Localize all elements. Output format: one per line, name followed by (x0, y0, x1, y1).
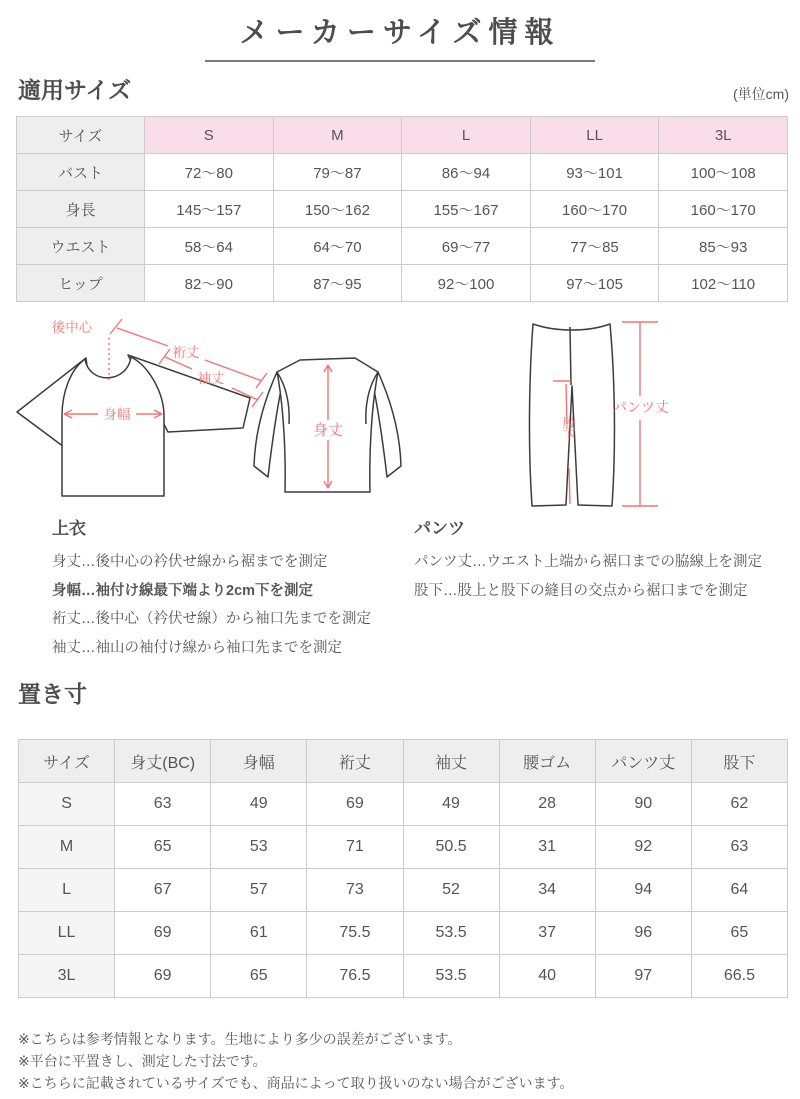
cell-value: 50.5 (403, 826, 499, 869)
yuki-length-label: 裄丈 (172, 345, 200, 360)
footnote-line: ※こちらに記載されているサイズでも、商品によって取り扱いのない場合がございます。 (18, 1075, 574, 1091)
size-corner-header: サイズ (17, 117, 145, 154)
cell-value: 86〜94 (402, 154, 531, 191)
cell-value: 97 (595, 955, 691, 998)
col-header: 身幅 (211, 740, 307, 783)
cell-value: 69 (307, 783, 403, 826)
cell-value: 75.5 (307, 912, 403, 955)
shirt-back-right-sleeve (372, 372, 401, 477)
size-col-header: M (273, 117, 402, 154)
cell-value: 53.5 (403, 955, 499, 998)
cell-value: 160〜170 (530, 191, 659, 228)
table-row (17, 228, 788, 265)
col-header: 裄丈 (307, 740, 403, 783)
table-row (19, 869, 788, 912)
cell-value: 53 (211, 826, 307, 869)
table-row (17, 265, 788, 302)
cell-value: 62 (691, 783, 787, 826)
sleeve-length-label: 袖丈 (197, 371, 225, 386)
row-header-size: M (19, 826, 115, 869)
cell-value: 72〜80 (145, 154, 274, 191)
cell-value: 49 (211, 783, 307, 826)
cell-value: 90 (595, 783, 691, 826)
measurement-notes (0, 514, 800, 662)
section-heading-applicable-size: 適用サイズ (18, 77, 132, 103)
cell-value: 34 (499, 869, 595, 912)
tops-heading: 上衣 (52, 519, 86, 538)
unit-note: (単位cm) (733, 86, 789, 102)
inseam-label: 股下 (560, 416, 576, 442)
footnote-line: ※こちらは参考情報となります。生地により多少の誤差がございます。 (18, 1031, 462, 1047)
cell-value: 85〜93 (659, 228, 788, 265)
pants-length-label: パンツ丈 (613, 399, 669, 415)
col-header: 股下 (691, 740, 787, 783)
table-row (19, 826, 788, 869)
section-heading-flat-measure: 置き寸 (18, 681, 87, 707)
col-header: パンツ丈 (595, 740, 691, 783)
table-header-row (19, 740, 788, 783)
cell-value: 63 (691, 826, 787, 869)
cell-value: 28 (499, 783, 595, 826)
note-line: 身幅…袖付け線最下端より2cm下を測定 (52, 582, 314, 599)
row-header-size: 3L (19, 955, 115, 998)
row-header-size: LL (19, 912, 115, 955)
table-row (19, 912, 788, 955)
table-row (19, 955, 788, 998)
cell-value: 79〜87 (273, 154, 402, 191)
note-line: 裄丈…後中心（衿伏せ線）から袖口先までを測定 (52, 611, 371, 627)
col-header: 身丈(BC) (115, 740, 211, 783)
cell-value: 58〜64 (145, 228, 274, 265)
cell-value: 37 (499, 912, 595, 955)
row-header-bust: バスト (17, 154, 145, 191)
note-line: 袖丈…袖山の袖付け線から袖口先までを測定 (52, 639, 342, 656)
cell-value: 67 (115, 869, 211, 912)
cell-value: 64 (691, 869, 787, 912)
sleeve-end-tick (252, 392, 263, 407)
cell-value: 160〜170 (659, 191, 788, 228)
row-header-size: S (19, 783, 115, 826)
shirt-back-left-sleeve (254, 372, 283, 477)
cell-value: 97〜105 (530, 265, 659, 302)
col-header: 袖丈 (403, 740, 499, 783)
col-header: 腰ゴム (499, 740, 595, 783)
cell-value: 52 (403, 869, 499, 912)
yuki-end-tick (256, 373, 267, 388)
cell-value: 63 (115, 783, 211, 826)
applicable-size-table (16, 116, 788, 302)
table-row (19, 783, 788, 826)
cell-value: 65 (691, 912, 787, 955)
cell-value: 49 (403, 783, 499, 826)
size-col-header: S (145, 117, 274, 154)
row-header-hip: ヒップ (17, 265, 145, 302)
cell-value: 65 (211, 955, 307, 998)
cell-value: 53.5 (403, 912, 499, 955)
pants-front-crease (570, 327, 571, 385)
table-row (17, 154, 788, 191)
cell-value: 65 (115, 826, 211, 869)
flat-measurement-table (18, 739, 788, 998)
measurement-diagram (0, 308, 800, 514)
shirt-front-body (62, 357, 164, 496)
note-line: 身丈…後中心の衿伏せ線から裾までを測定 (52, 554, 328, 570)
page-header (0, 0, 800, 62)
cell-value: 61 (211, 912, 307, 955)
cell-value: 76.5 (307, 955, 403, 998)
cell-value: 155〜167 (402, 191, 531, 228)
cell-value: 87〜95 (273, 265, 402, 302)
cell-value: 77〜85 (530, 228, 659, 265)
row-header-waist: ウエスト (17, 228, 145, 265)
body-length-label: 身丈 (312, 422, 344, 439)
body-width-label: 身幅 (103, 407, 131, 422)
note-line: パンツ丈…ウエスト上端から裾口までの脇線上を測定 (414, 554, 762, 570)
size-col-header: LL (530, 117, 659, 154)
cell-value: 82〜90 (145, 265, 274, 302)
sleeve-start-tick (159, 349, 170, 364)
footnote-line: ※平台に平置きし、測定した寸法です。 (18, 1053, 267, 1069)
cell-value: 66.5 (691, 955, 787, 998)
cell-value: 94 (595, 869, 691, 912)
row-header-size: L (19, 869, 115, 912)
table-header-row (17, 117, 788, 154)
cell-value: 93〜101 (530, 154, 659, 191)
pants-diagram (529, 324, 614, 506)
page-title: メーカーサイズ情報 (205, 10, 594, 62)
cell-value: 69〜77 (402, 228, 531, 265)
back-center-label: 後中心 (51, 320, 93, 335)
cell-value: 40 (499, 955, 595, 998)
cell-value: 69 (115, 955, 211, 998)
cell-value: 71 (307, 826, 403, 869)
cell-value: 73 (307, 869, 403, 912)
row-header-height: 身長 (17, 191, 145, 228)
cell-value: 31 (499, 826, 595, 869)
cell-value: 150〜162 (273, 191, 402, 228)
cell-value: 57 (211, 869, 307, 912)
table-row (17, 191, 788, 228)
cell-value: 92 (595, 826, 691, 869)
footnotes (18, 1028, 800, 1094)
cell-value: 69 (115, 912, 211, 955)
cell-value: 64〜70 (273, 228, 402, 265)
pants-heading: パンツ (414, 519, 465, 538)
yuki-start-tick (110, 319, 122, 334)
tops-notes (52, 514, 410, 662)
size-col-header: L (402, 117, 531, 154)
cell-value: 102〜110 (659, 265, 788, 302)
pants-outline (529, 324, 614, 506)
cell-value: 145〜157 (145, 191, 274, 228)
cell-value: 92〜100 (402, 265, 531, 302)
pants-notes (414, 514, 762, 662)
cell-value: 100〜108 (659, 154, 788, 191)
note-line: 股下…股上と股下の縫目の交点から裾口までを測定 (414, 582, 748, 599)
col-header: サイズ (19, 740, 115, 783)
size-col-header: 3L (659, 117, 788, 154)
cell-value: 96 (595, 912, 691, 955)
